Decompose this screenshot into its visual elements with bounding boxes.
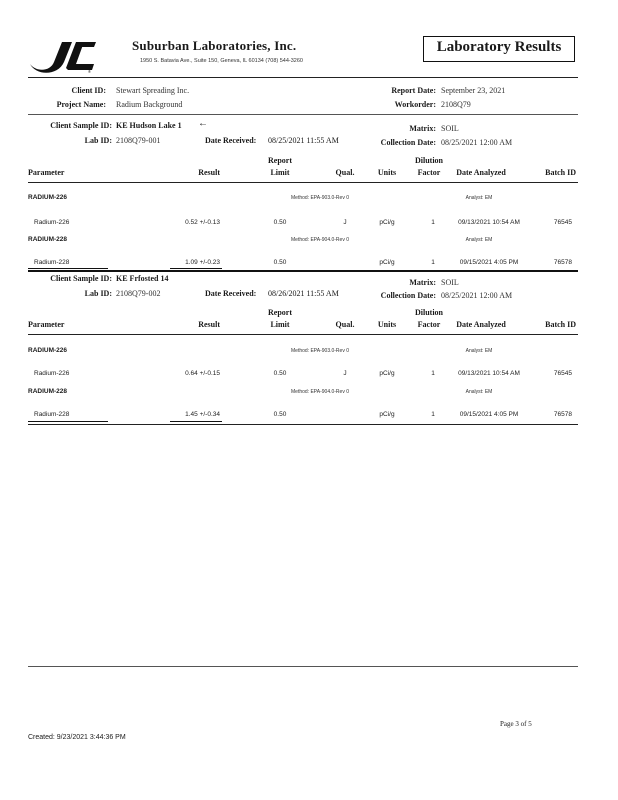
col-date-analyzed: Date Analyzed xyxy=(456,320,506,329)
matrix-label: Matrix: xyxy=(409,124,436,133)
col-dilution-2: Factor xyxy=(417,320,441,329)
group-title: RADIUM-228 xyxy=(28,388,68,395)
group-method: Method: EPA-904.0-Rev 0 xyxy=(291,237,349,243)
row-units: pCi/g xyxy=(379,411,395,418)
workorder-value: 2108Q79 xyxy=(441,100,471,109)
row-date: 09/15/2021 4:05 PM xyxy=(459,259,519,266)
row-dilution: 1 xyxy=(431,219,435,226)
col-qual: Qual. xyxy=(335,320,355,329)
collection-date-value: 08/25/2021 12:00 AM xyxy=(441,291,513,300)
group-analyst: Analyst: EM xyxy=(465,348,493,354)
row-dilution: 1 xyxy=(431,259,435,266)
created-timestamp: Created: 9/23/2021 3:44:36 PM xyxy=(28,734,126,741)
row-underline xyxy=(170,421,222,422)
col-report-limit-1: Report xyxy=(268,156,292,165)
svg-text:®: ® xyxy=(88,69,91,74)
row-parameter: Radium-226 xyxy=(34,219,70,226)
client-id-label: Client ID: xyxy=(71,86,106,95)
lab-id-value: 2108Q79-001 xyxy=(116,136,161,145)
report-date-value: September 23, 2021 xyxy=(441,86,506,95)
col-parameter: Parameter xyxy=(28,320,65,329)
col-batch-id: Batch ID xyxy=(545,320,576,329)
lab-id-label: Lab ID: xyxy=(84,289,112,298)
row-result: 0.52 +/-0.13 xyxy=(185,219,220,226)
row-limit: 0.50 xyxy=(273,370,287,377)
row-parameter: Radium-226 xyxy=(34,370,70,377)
client-divider xyxy=(28,114,578,115)
table-header-divider xyxy=(28,334,578,335)
row-batch: 76578 xyxy=(553,411,572,418)
lab-id-value: 2108Q79-002 xyxy=(116,289,161,298)
group-title: RADIUM-228 xyxy=(28,236,68,243)
report-date-label: Report Date: xyxy=(391,86,436,95)
client-sample-id-label: Client Sample ID: xyxy=(50,121,112,130)
collection-date-value: 08/25/2021 12:00 AM xyxy=(441,138,513,147)
row-batch: 76545 xyxy=(553,370,572,377)
company-logo-icon xyxy=(28,38,98,74)
row-limit: 0.50 xyxy=(273,411,287,418)
client-id-value: Stewart Spreading Inc. xyxy=(116,86,190,95)
row-parameter: Radium-228 xyxy=(34,411,70,418)
row-date: 09/13/2021 10:54 AM xyxy=(458,370,520,377)
row-batch: 76578 xyxy=(553,259,572,266)
col-parameter: Parameter xyxy=(28,168,65,177)
col-dilution-2: Factor xyxy=(417,168,441,177)
col-qual: Qual. xyxy=(335,168,355,177)
arrow-left-icon: ← xyxy=(198,118,208,129)
date-received-label: Date Received: xyxy=(205,289,257,298)
date-received-value: 08/26/2021 11:55 AM xyxy=(268,289,339,298)
group-analyst: Analyst: EM xyxy=(465,237,493,243)
table-end-divider xyxy=(28,424,578,425)
matrix-label: Matrix: xyxy=(409,278,436,287)
workorder-label: Workorder: xyxy=(394,100,436,109)
group-analyst: Analyst: EM xyxy=(465,195,493,201)
lab-id-label: Lab ID: xyxy=(84,136,112,145)
row-dilution: 1 xyxy=(431,370,435,377)
col-dilution-1: Dilution xyxy=(414,156,443,165)
row-dilution: 1 xyxy=(431,411,435,418)
col-report-limit-2: Limit xyxy=(270,320,290,329)
group-analyst: Analyst: EM xyxy=(465,389,493,395)
col-result: Result xyxy=(198,168,220,177)
col-report-limit-1: Report xyxy=(268,308,292,317)
collection-date-label: Collection Date: xyxy=(380,138,436,147)
row-batch: 76545 xyxy=(553,219,572,226)
page-number: Page 3 of 5 xyxy=(500,720,532,728)
group-method: Method: EPA-903.0-Rev 0 xyxy=(291,195,349,201)
row-date: 09/13/2021 10:54 AM xyxy=(458,219,520,226)
col-units: Units xyxy=(377,168,397,177)
project-name-label: Project Name: xyxy=(56,100,106,109)
group-method: Method: EPA-904.0-Rev 0 xyxy=(291,389,349,395)
company-name: Suburban Laboratories, Inc. xyxy=(132,38,297,53)
row-limit: 0.50 xyxy=(273,259,287,266)
collection-date-label: Collection Date: xyxy=(380,291,436,300)
col-date-analyzed: Date Analyzed xyxy=(456,168,506,177)
col-units: Units xyxy=(377,320,397,329)
row-underline xyxy=(28,421,108,422)
table-header-divider xyxy=(28,182,578,183)
col-dilution-1: Dilution xyxy=(414,308,443,317)
col-batch-id: Batch ID xyxy=(545,168,576,177)
report-title: Laboratory Results xyxy=(436,39,562,55)
client-sample-id-value: KE Hudson Lake 1 xyxy=(116,121,182,130)
header-divider xyxy=(28,77,578,78)
group-title: RADIUM-226 xyxy=(28,194,68,201)
sample-divider xyxy=(28,270,578,272)
col-report-limit-2: Limit xyxy=(270,168,290,177)
group-method: Method: EPA-903.0-Rev 0 xyxy=(291,348,349,354)
client-sample-id-value: KE Frfosted 14 xyxy=(116,274,169,283)
row-units: pCi/g xyxy=(379,259,395,266)
footer-divider xyxy=(28,666,578,667)
row-result: 1.45 +/-0.34 xyxy=(185,411,220,418)
date-received-label: Date Received: xyxy=(205,136,257,145)
matrix-value: SOIL xyxy=(441,124,459,133)
row-result: 1.09 +/-0.23 xyxy=(185,259,220,266)
group-title: RADIUM-226 xyxy=(28,347,68,354)
project-name-value: Radium Background xyxy=(116,100,183,109)
row-units: pCi/g xyxy=(379,370,395,377)
row-result: 0.64 +/-0.15 xyxy=(185,370,220,377)
date-received-value: 08/25/2021 11:55 AM xyxy=(268,136,339,145)
client-sample-id-label: Client Sample ID: xyxy=(50,274,112,283)
row-limit: 0.50 xyxy=(273,219,287,226)
matrix-value: SOIL xyxy=(441,278,459,287)
row-qual: J xyxy=(343,370,347,377)
company-address: 1950 S. Batavia Ave., Suite 150, Geneva, IL 60134 (708) 544-3260 xyxy=(140,58,303,64)
row-date: 09/15/2021 4:05 PM xyxy=(459,411,519,418)
row-parameter: Radium-228 xyxy=(34,259,70,266)
row-units: pCi/g xyxy=(379,219,395,226)
col-result: Result xyxy=(198,320,220,329)
row-qual: J xyxy=(343,219,347,226)
